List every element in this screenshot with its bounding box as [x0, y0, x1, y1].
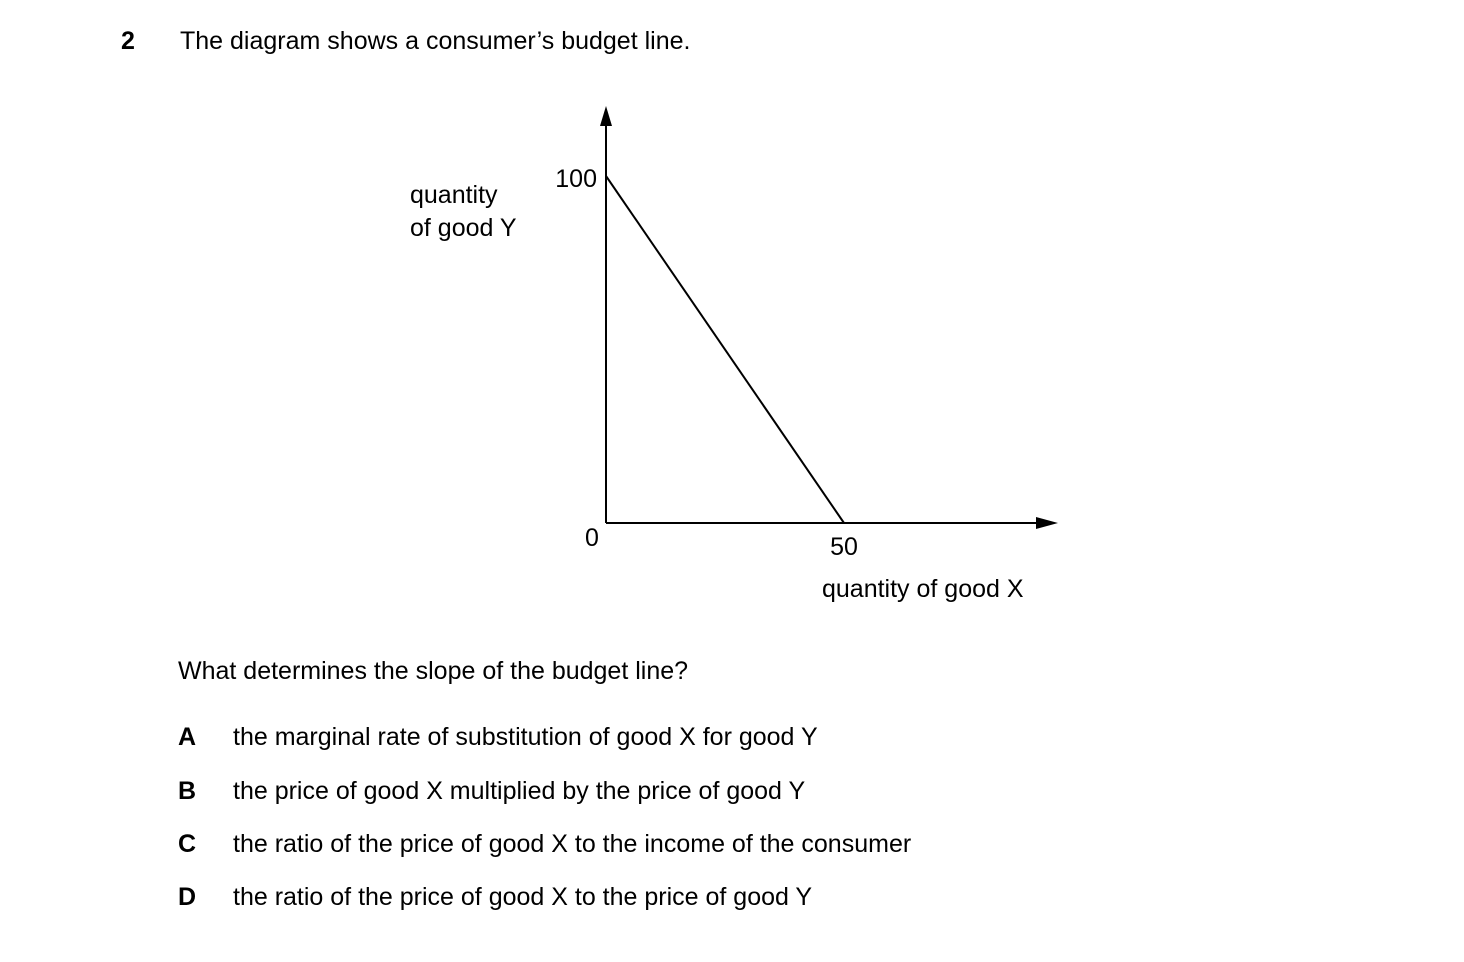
option-letter: A	[178, 723, 197, 751]
question-text: What determines the slope of the budget line?	[178, 657, 689, 685]
x-intercept-label: 50	[830, 533, 858, 561]
y-intercept-label: 100	[555, 165, 597, 193]
option-text: the ratio of the price of good X to the price of good Y	[233, 883, 813, 911]
question-number: 2	[121, 27, 135, 55]
y-axis-label-line2: of good Y	[410, 214, 517, 242]
y-axis-label-line1: quantity	[410, 181, 498, 209]
x-axis-arrowhead	[1036, 517, 1058, 529]
option-text: the marginal rate of substitution of good X for good Y	[233, 723, 818, 751]
option-letter: D	[178, 883, 197, 911]
question-stem: The diagram shows a consumer’s budget line.	[180, 27, 691, 55]
origin-label: 0	[585, 524, 599, 552]
option-text: the price of good X multiplied by the price of good Y	[233, 777, 806, 805]
option-letter: B	[178, 777, 197, 805]
option-text: the ratio of the price of good X to the income of the consumer	[233, 830, 912, 858]
y-axis-arrowhead	[600, 106, 612, 126]
budget-line	[606, 176, 844, 523]
option-letter: C	[178, 830, 197, 858]
x-axis-label: quantity of good X	[822, 575, 1024, 603]
